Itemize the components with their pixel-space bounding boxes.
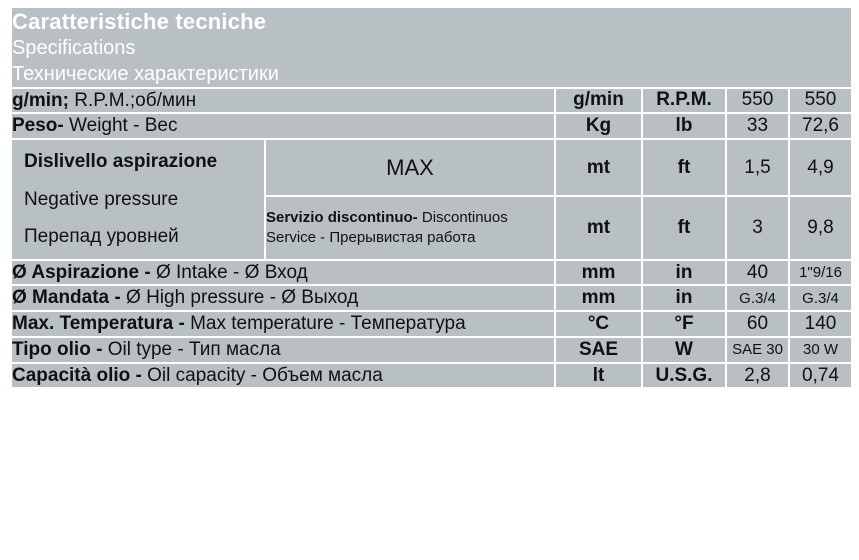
row-value-2: 72,6: [789, 113, 852, 139]
table-row: [11, 337, 852, 363]
row-label-intake: [11, 260, 555, 286]
header-title-en: Specifications: [12, 36, 136, 59]
row-unit-b: U.S.G.: [642, 363, 726, 389]
row-value-2: 30 W: [789, 337, 852, 363]
row-unit-b: in: [642, 285, 726, 311]
row-value-2: 550: [789, 88, 852, 114]
sub-label-it: Servizio discontinuo-: [266, 208, 418, 226]
row-label-negative-pressure: [11, 139, 265, 260]
table-row: [11, 260, 852, 286]
row-label-oil-type: [11, 337, 555, 363]
row-value-1: 40: [726, 260, 789, 286]
sub-label-en: Discontinuos Service -: [266, 208, 508, 246]
row-value-1: 2,8: [726, 363, 789, 389]
table-header-row: [11, 7, 852, 88]
row-label-it: g/min;: [12, 89, 69, 111]
row-label-ru: Перепад уровней: [24, 226, 179, 248]
row-label-ru: Ø Выход: [281, 287, 359, 309]
row-label-en: Negative pressure: [24, 188, 179, 210]
row-unit-b: °F: [642, 311, 726, 337]
row-unit-a: mm: [555, 260, 642, 286]
row-unit-a: mt: [555, 196, 642, 259]
row-label-it: Max. Temperatura -: [12, 313, 185, 335]
row-label-high-pressure: [11, 285, 555, 311]
specifications-table: [10, 6, 853, 389]
row-unit-b: ft: [642, 196, 726, 259]
table-row: [11, 139, 852, 196]
sub-label-discontinuous-service: [265, 196, 555, 259]
row-value-1: SAE 30: [726, 337, 789, 363]
row-label-ru: об/мин: [135, 89, 197, 111]
header-band: [11, 7, 852, 88]
row-label-it: Ø Aspirazione -: [12, 261, 151, 283]
row-label-ru: Объем масла: [262, 364, 383, 386]
row-label-rpm: [11, 88, 555, 114]
row-label-oil-capacity: [11, 363, 555, 389]
row-value-2: 4,9: [789, 139, 852, 196]
row-label-ru: Температура: [350, 313, 466, 335]
row-label-en: R.P.M.;: [74, 89, 136, 111]
table-row: [11, 311, 852, 337]
row-label-ru: Вес: [144, 115, 178, 137]
row-value-2: 140: [789, 311, 852, 337]
table-row: [11, 88, 852, 114]
row-label-it: Peso-: [12, 115, 64, 137]
row-unit-a: mm: [555, 285, 642, 311]
row-value-1: 1,5: [726, 139, 789, 196]
row-label-en: Weight -: [69, 115, 140, 137]
row-label-ru: Ø Вход: [244, 261, 308, 283]
row-label-ru: Тип масла: [189, 338, 281, 360]
row-label-en: Ø High pressure -: [126, 287, 276, 309]
sub-label-max: MAX: [265, 139, 555, 196]
row-value-2: G.3/4: [789, 285, 852, 311]
table-row: [11, 285, 852, 311]
row-value-1: G.3/4: [726, 285, 789, 311]
table-row: [11, 113, 852, 139]
row-label-en: Max temperature -: [190, 313, 346, 335]
row-label-it: Ø Mandata -: [12, 287, 121, 309]
row-label-it: Capacità olio -: [12, 364, 142, 386]
row-value-1: 60: [726, 311, 789, 337]
row-label-max-temperature: [11, 311, 555, 337]
row-value-2: 0,74: [789, 363, 852, 389]
row-value-1: 33: [726, 113, 789, 139]
row-unit-a: g/min: [555, 88, 642, 114]
row-label-weight: [11, 113, 555, 139]
table-row: [11, 363, 852, 389]
row-label-it: Tipo olio -: [12, 338, 103, 360]
row-unit-a: lt: [555, 363, 642, 389]
row-unit-b: W: [642, 337, 726, 363]
row-unit-a: °C: [555, 311, 642, 337]
row-unit-b: in: [642, 260, 726, 286]
row-unit-b: R.P.M.: [642, 88, 726, 114]
row-unit-b: ft: [642, 139, 726, 196]
header-title-ru: Технические характеристики: [12, 62, 279, 85]
row-unit-a: Kg: [555, 113, 642, 139]
row-unit-a: SAE: [555, 337, 642, 363]
row-value-1: 3: [726, 196, 789, 259]
row-unit-b: lb: [642, 113, 726, 139]
header-title-it: Caratteristiche tecniche: [12, 9, 267, 34]
sub-label-ru: Прерывистая работа: [329, 228, 476, 246]
row-value-2: 1"9/16: [789, 260, 852, 286]
row-label-en: Ø Intake -: [155, 261, 240, 283]
row-label-en: Oil capacity -: [147, 364, 257, 386]
row-label-en: Oil type -: [107, 338, 184, 360]
row-value-2: 9,8: [789, 196, 852, 259]
row-value-1: 550: [726, 88, 789, 114]
row-label-it: Dislivello aspirazione: [24, 151, 218, 172]
row-unit-a: mt: [555, 139, 642, 196]
